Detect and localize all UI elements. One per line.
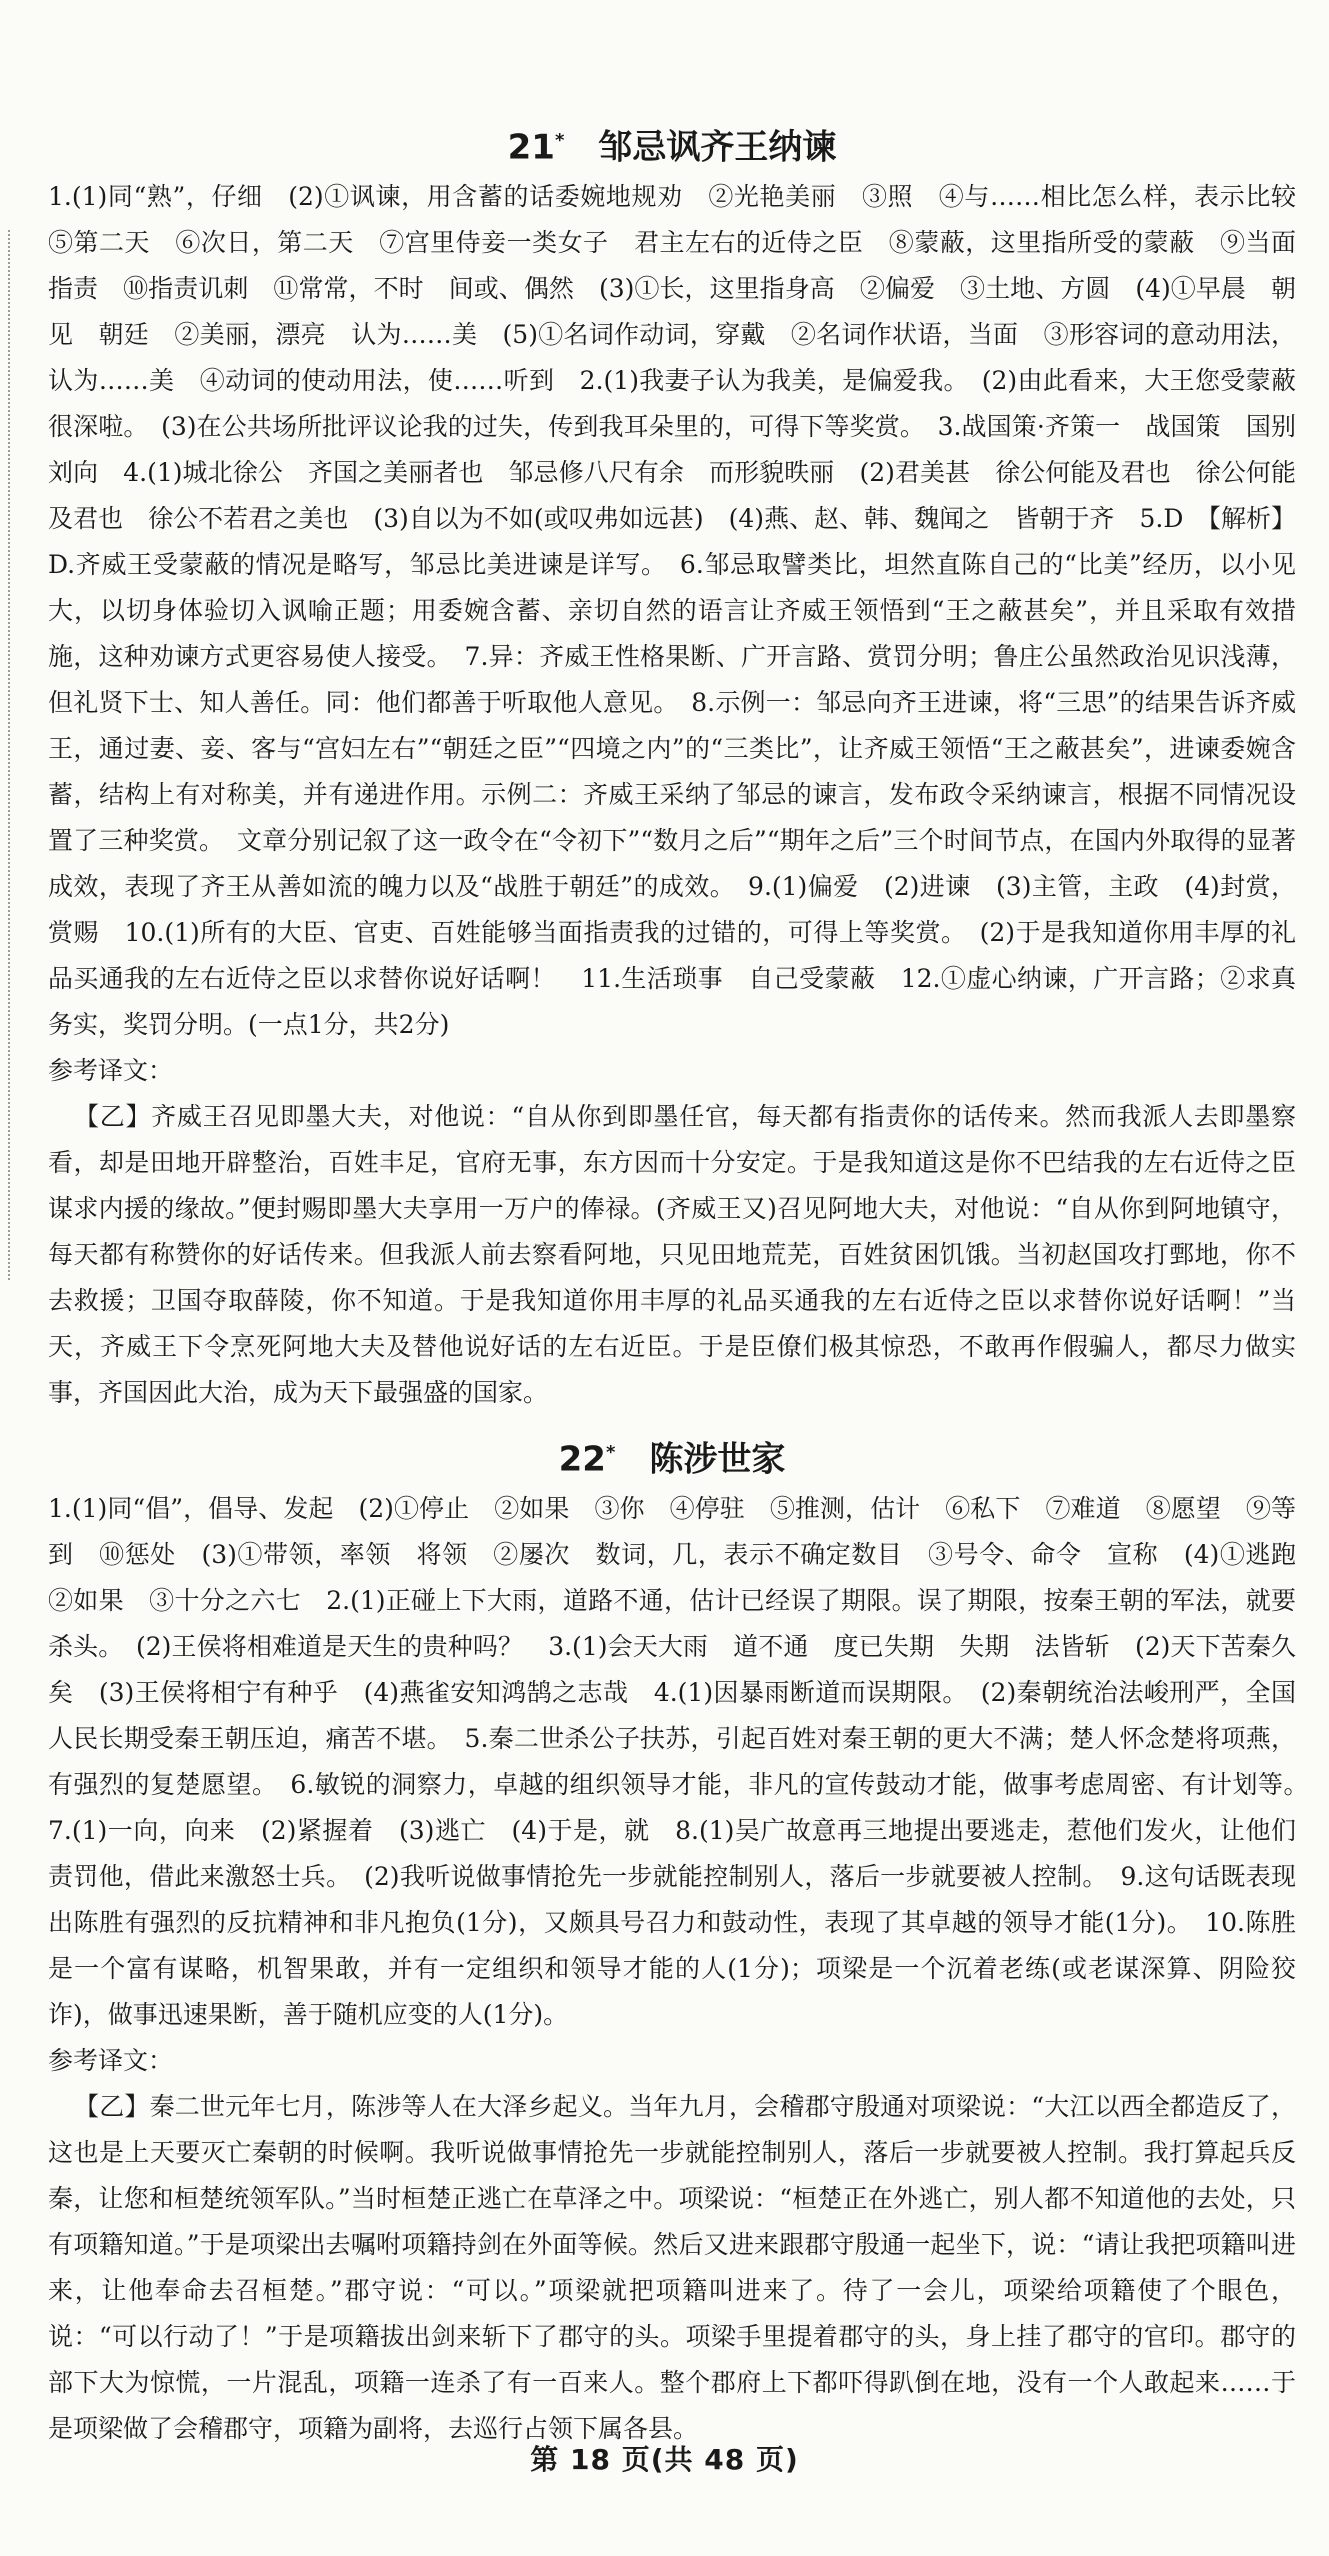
section-21	[48, 112, 1322, 1416]
section-title-text: 邹忌讽齐王纳谏	[598, 127, 837, 168]
reference-translation: 【乙】秦二世元年七月，陈涉等人在大泽乡起义。当年九月，会稽郡守殷通对项梁说：“大江以西全都造反了，这也是上天要灭亡秦朝的时候啊。我听说做事情抢先一步就能控制别人，落后一步就要被人控制。我打算起兵反秦，让您和桓楚统领军队。”当时桓楚正逃亡在草泽之中。项梁说：“桓楚正在外逃亡，别人都不知道他的去处，只有项籍知道。”于是项梁出去嘱咐项籍持剑在外面等候。然后又进来跟郡守殷通一起坐下，说：“请让我把项籍叫进来，让他奉命去召桓楚。”郡守说：“可以。”项梁就把项籍叫进来了。待了一会儿，项梁给项籍使了个眼色，说：“可以行动了！”于是项籍拔出剑来斩下了郡守的头。项梁手里提着郡守的头，身上挂了郡守的官印。郡守的部下大为惊慌，一片混乱，项籍一连杀了有一百来人。整个郡府上下都吓得趴倒在地，没有一个人敢起来……于是项梁做了会稽郡守，项籍为副将，去巡行占领下属各县。	[48, 2092, 1296, 2443]
section-number: 21	[507, 127, 555, 168]
page-footer: 第 18 页(共 48 页)	[530, 2443, 799, 2476]
section-star: *	[605, 1442, 616, 1463]
section-title-text: 陈涉世家	[649, 1439, 786, 1480]
reference-translation: 【乙】齐威王召见即墨大夫，对他说：“自从你到即墨任官，每天都有指责你的话传来。然而我派人去即墨察看，却是田地开辟整治，百姓丰足，官府无事，东方因而十分安定。于是我知道这是你不巴结我的左右近侍之臣谋求内援的缘故。”便封赐即墨大夫享用一万户的俸禄。(齐威王又)召见阿地大夫，对他说：“自从你到阿地镇守，每天都有称赞你的好话传来。但我派人前去察看阿地，只见田地荒芜，百姓贫困饥饿。当初赵国攻打鄄地，你不去救援；卫国夺取薛陵，你不知道。于是我知道你用丰厚的礼品买通我的左右近侍之臣以求替你说好话啊！”当天，齐威王下令烹死阿地大夫及替他说好话的左右近臣。于是臣僚们极其惊恐，不敢再作假骗人，都尽力做实事，齐国因此大治，成为天下最强盛的国家。	[48, 1102, 1296, 1407]
section-title	[48, 1424, 1296, 1482]
section-title	[48, 112, 1296, 170]
answer-text: 1.(1)同“熟”，仔细 (2)①讽谏，用含蓄的话委婉地规劝 ②光艳美丽 ③照 ④与……相比怎么样，表示比较 ⑤第二天 ⑥次日，第二天 ⑦宫里侍妾一类女子 君主左右的近侍之臣 ⑧蒙蔽，这里指所受的蒙蔽 ⑨当面指责 ⑩指责讥刺 ⑪常常，不时 间或、偶然 (3)①长，这里指身高 ②偏爱 ③土地、方圆 (4)①早晨 朝见 朝廷 ②美丽，漂亮 认为……美 (5)①名词作动词，穿戴 ②名词作状语，当面 ③形容词的意动用法，认为……美 ④动词的使动用法，使……听到 2.(1)我妻子认为我美，是偏爱我。 (2)由此看来，大王您受蒙蔽很深啦。 (3)在公共场所批评议论我的过失，传到我耳朵里的，可得下等奖赏。 3.战国策·齐策一 战国策 国别 刘向 4.(1)城北徐公 齐国之美丽者也 邹忌修八尺有余 而形貌昳丽 (2)君美甚 徐公何能及君也 徐公何能及君也 徐公不若君之美也 (3)自以为不如(或叹弗如远甚) (4)燕、赵、韩、魏闻之 皆朝于齐 5.D 【解析】D.齐威王受蒙蔽的情况是略写，邹忌比美进谏是详写。 6.邹忌取譬类比，坦然直陈自己的“比美”经历，以小见大，以切身体验切入讽喻正题；用委婉含蓄、亲切自然的语言让齐威王领悟到“王之蔽甚矣”，并且采取有效措施，这种劝谏方式更容易使人接受。 7.异：齐威王性格果断、广开言路、赏罚分明；鲁庄公虽然政治见识浅薄，但礼贤下士、知人善任。同：他们都善于听取他人意见。 8.示例一：邹忌向齐王进谏，将“三思”的结果告诉齐威王，通过妻、妾、客与“宫妇左右”“朝廷之臣”“四境之内”的“三类比”，让齐威王领悟“王之蔽甚矣”，进谏委婉含蓄，结构上有对称美，并有递进作用。示例二：齐威王采纳了邹忌的谏言，发布政令采纳谏言，根据不同情况设置了三种奖赏。 文章分别记叙了这一政令在“令初下”“数月之后”“期年之后”三个时间节点，在国内外取得的显著成效，表现了齐王从善如流的魄力以及“战胜于朝廷”的成效。 9.(1)偏爱 (2)进谏 (3)主管，主政 (4)封赏，赏赐 10.(1)所有的大臣、官吏、百姓能够当面指责我的过错的，可得上等奖赏。 (2)于是我知道你用丰厚的礼品买通我的左右近侍之臣以求替你说好话啊！ 11.生活琐事 自己受蒙蔽 12.①虚心纳谏，广开言路；②求真务实，奖罚分明。(一点1分，共2分)	[48, 182, 1322, 1039]
section-number: 22	[558, 1439, 606, 1480]
page-content	[48, 112, 1322, 2452]
section-star: *	[554, 130, 565, 151]
margin-dotted-rule	[8, 230, 10, 1280]
reference-translation-label: 参考译文：	[48, 2046, 174, 2075]
section-22	[48, 1424, 1322, 2452]
answer-text: 1.(1)同“倡”，倡导、发起 (2)①停止 ②如果 ③你 ④停驻 ⑤推测，估计 ⑥私下 ⑦难道 ⑧愿望 ⑨等到 ⑩惩处 (3)①带领，率领 将领 ②屡次 数词，几，表示不确定数目 ③号令、命令 宣称 (4)①逃跑 ②如果 ③十分之六七 2.(1)正碰上下大雨，道路不通，估计已经误了期限。误了期限，按秦王朝的军法，就要杀头。 (2)王侯将相难道是天生的贵种吗？ 3.(1)会天大雨 道不通 度已失期 失期 法皆斩 (2)天下苦秦久矣 (3)王侯将相宁有种乎 (4)燕雀安知鸿鹄之志哉 4.(1)因暴雨断道而误期限。 (2)秦朝统治法峻刑严，全国人民长期受秦王朝压迫，痛苦不堪。 5.秦二世杀公子扶苏，引起百姓对秦王朝的更大不满；楚人怀念楚将项燕，有强烈的复楚愿望。 6.敏锐的洞察力，卓越的组织领导才能，非凡的宣传鼓动才能，做事考虑周密、有计划等。 7.(1)一向，向来 (2)紧握着 (3)逃亡 (4)于是，就 8.(1)吴广故意再三地提出要逃走，惹他们发火，让他们责罚他，借此来激怒士兵。 (2)我听说做事情抢先一步就能控制别人，落后一步就要被人控制。 9.这句话既表现出陈胜有强烈的反抗精神和非凡抱负(1分)，又颇具号召力和鼓动性，表现了其卓越的领导才能(1分)。 10.陈胜是一个富有谋略，机智果敢，并有一定组织和领导才能的人(1分)；项梁是一个沉着老练(或老谋深算、阴险狡诈)，做事迅速果断，善于随机应变的人(1分)。	[48, 1494, 1322, 2029]
reference-translation-label: 参考译文：	[48, 1056, 174, 1085]
